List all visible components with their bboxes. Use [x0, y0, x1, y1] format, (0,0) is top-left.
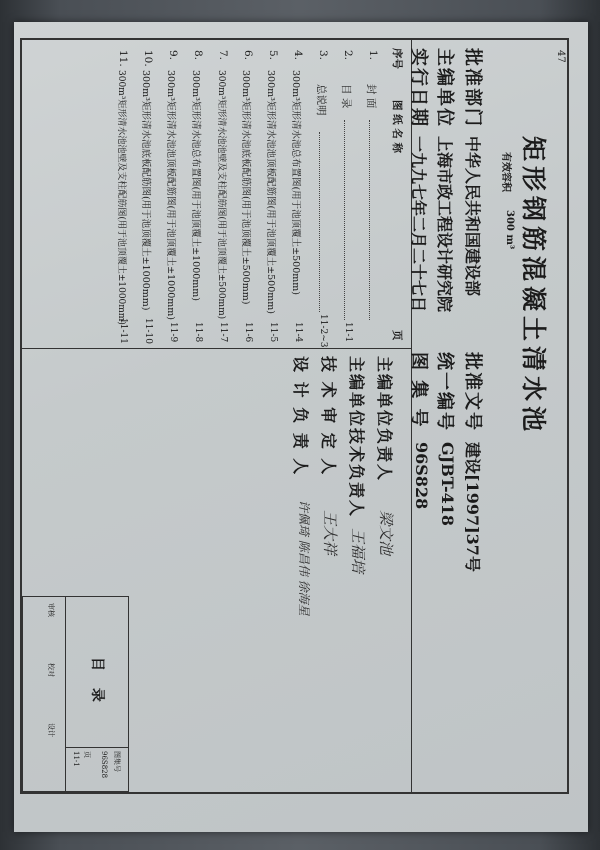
signature-tech-lead: 王福培	[349, 528, 367, 574]
title-block-vdivider	[66, 747, 128, 748]
toc-row-page: 11-5	[268, 322, 278, 343]
toc-row-no: 10.	[142, 50, 154, 67]
signature-chief-editor: 梁文池	[377, 510, 395, 556]
toc-row-page: 11-6	[243, 322, 253, 343]
toc-row-name: 总说明	[315, 84, 327, 116]
toc-row-no: 4.	[292, 50, 304, 61]
page-number: 47	[555, 50, 566, 63]
drawing-frame	[20, 38, 569, 794]
toc-row-name: 300m³矩形清水池池顶板配筋图(用于池顶覆土±500mm)	[265, 70, 276, 314]
toc-row-page: 11-9	[168, 322, 178, 343]
toc-row-page: 11-4	[293, 322, 303, 343]
subtitle-label: 有效容积	[500, 152, 511, 192]
title-block-page-no: 11-1	[72, 751, 80, 767]
signature-tech-reviewer: 王大祥	[321, 510, 339, 556]
toc-row-no: 7.	[217, 50, 229, 61]
toc-row-no: 2.	[342, 50, 354, 61]
title-block-page-label: 页	[83, 751, 91, 758]
toc-row-leader	[344, 120, 345, 320]
toc-row-page: 11-7	[218, 322, 228, 343]
signature-design-lead: 许佩琦 陈昌伟 徐海星	[297, 500, 311, 616]
field-label-design-lead: 设 计 负 责 人	[291, 356, 310, 477]
toc-row-name: 封 面	[365, 84, 377, 109]
field-label-editor-unit: 主编单位	[434, 48, 455, 128]
page-title: 矩形钢筋混凝土清水池	[519, 136, 548, 437]
field-label-unified-no: 统一编号	[434, 352, 455, 432]
toc-row-name: 300m³矩形清水池总布置图(用于池顶覆土±500mm)	[290, 70, 301, 295]
field-label-tech-reviewer: 技 术 审 定 人	[319, 356, 338, 477]
field-value-approval-no: 建设[1997]37号	[463, 442, 482, 572]
title-block-divider	[65, 597, 66, 791]
toc-row-name: 300m³矩形清水池底板配筋图(用于池顶覆土±1000mm)	[140, 70, 151, 311]
toc-row-page: 11-1	[343, 322, 353, 343]
subtitle-value: 300 m³	[504, 210, 515, 250]
toc-row-name: 目 录	[340, 84, 352, 109]
field-value-atlas-no: 96S828	[412, 442, 431, 510]
field-label-chief-editor: 主编单位负责人	[375, 356, 394, 483]
field-label-approval-dept: 批准部门	[462, 48, 483, 128]
field-label-effective-date: 实行日期	[408, 48, 429, 128]
toc-row-no: 6.	[242, 50, 254, 61]
toc-row-no: 3.	[317, 50, 329, 61]
title-block	[22, 596, 129, 792]
toc-row-no: 8.	[192, 50, 204, 61]
field-label-approval-no: 批准文号	[462, 352, 483, 432]
field-label-tech-lead: 主编单位技术负责人	[347, 356, 366, 519]
body-divider	[22, 348, 412, 349]
toc-row-name: 300m³矩形清水池池壁及支柱配筋图(用于池顶覆土±1000mm)	[116, 70, 126, 325]
title-block-cell-review: 审核	[47, 603, 55, 617]
toc-row-name: 300m³矩形清水池池顶板配筋图(用于池顶覆土±1000mm)	[165, 70, 176, 321]
toc-row-name: 300m³矩形清水池底板配筋图(用于池顶覆土±500mm)	[240, 70, 251, 305]
toc-row-leader	[319, 132, 320, 312]
toc-row-no: 11.	[117, 50, 129, 67]
rotated-sheet-content	[22, 40, 567, 792]
toc-col-no: 序号	[391, 48, 403, 69]
toc-row-page: 11-10	[143, 318, 153, 344]
title-block-atlas-no: 96S828	[100, 751, 108, 779]
title-block-title: 目 录	[89, 657, 105, 708]
field-value-effective-date: 一九九七年二月二十七日	[409, 136, 428, 313]
toc-row-no: 5.	[267, 50, 279, 61]
field-label-atlas-no: 图 集 号	[408, 352, 429, 429]
toc-row-name: 300m³矩形清水池总布置图(用于池顶覆土±1000mm)	[190, 70, 201, 302]
toc-row-leader	[369, 120, 370, 320]
toc-col-page: 页	[391, 330, 403, 341]
title-block-cell-design: 设计	[47, 723, 55, 737]
toc-row-page: 11-2~3	[318, 314, 328, 348]
title-block-cell-check: 校对	[47, 663, 55, 677]
field-value-unified-no: GJBT-418	[438, 442, 457, 527]
toc-row-name: 300m³矩形清水池池壁及支柱配筋图(用于池顶覆土±500mm)	[216, 70, 226, 320]
toc-row-no: 1.	[367, 50, 379, 61]
title-block-atlas-label: 图集号	[113, 751, 121, 772]
toc-col-name: 图 纸 名 称	[391, 100, 403, 153]
field-value-approval-dept: 中华人民共和国建设部	[463, 136, 482, 297]
toc-row-no: 9.	[167, 50, 179, 61]
toc-row-page: 11-8	[193, 322, 203, 343]
toc-row-page: 11-11	[118, 318, 128, 344]
field-value-editor-unit: 上海市政工程设计研究院	[435, 136, 454, 313]
